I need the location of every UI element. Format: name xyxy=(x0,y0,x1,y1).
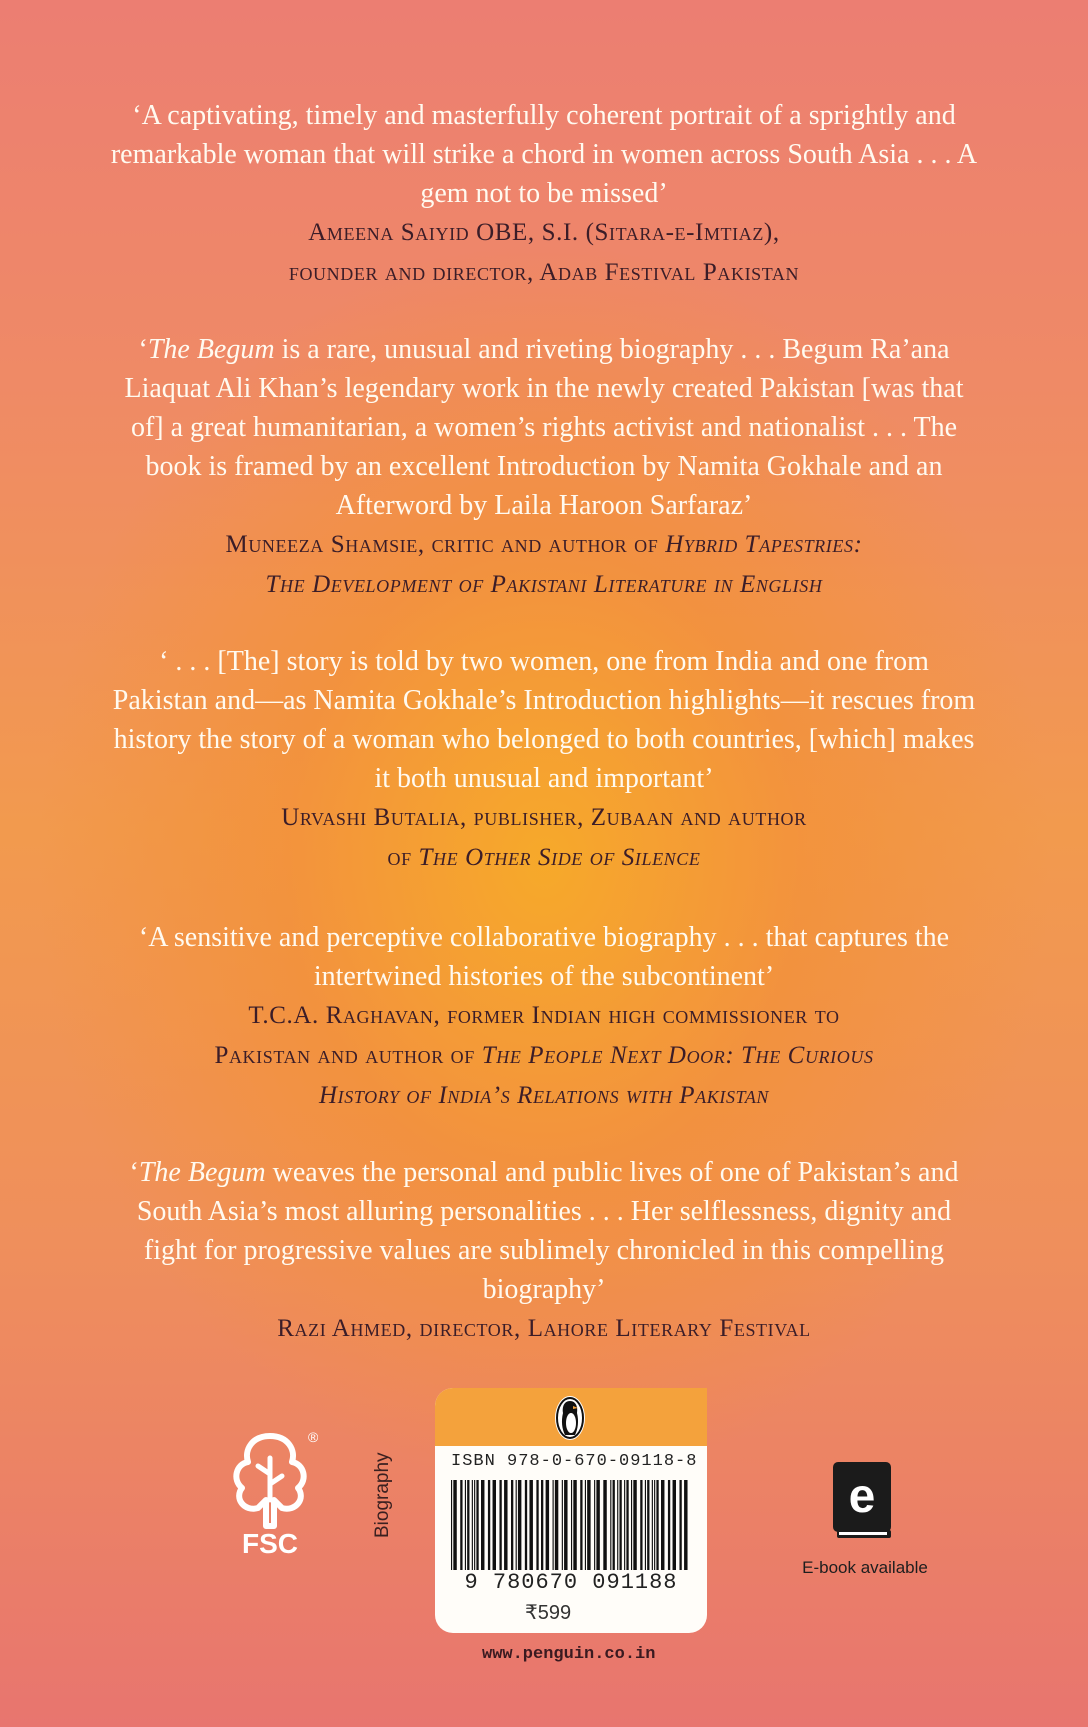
blurb-4 xyxy=(110,918,978,1116)
barcode-bar xyxy=(654,1480,655,1570)
barcode-bar xyxy=(465,1480,466,1570)
barcode-bar xyxy=(499,1480,501,1570)
blurb-1 xyxy=(110,96,978,293)
barcode-bar xyxy=(571,1480,572,1570)
barcode-bar xyxy=(645,1480,646,1570)
barcode-bar xyxy=(619,1480,621,1570)
blurb-attribution: Ameena Saiyid OBE, S.I. (Sitara-e-Imtiaz), founder and director, Adab Festival Pakistan xyxy=(288,219,800,286)
barcode-bar xyxy=(476,1480,478,1570)
ebook-icon xyxy=(831,1460,893,1542)
barcode-bar xyxy=(529,1480,532,1570)
barcode-bar xyxy=(631,1480,632,1570)
blurb-attribution: Razi Ahmed, director, Lahore Literary Festival xyxy=(277,1315,811,1342)
barcode-bar xyxy=(684,1480,687,1570)
barcode-bar xyxy=(493,1480,496,1570)
barcode-bar xyxy=(504,1480,507,1570)
blurb-attribution: Urvashi Butalia, publisher, Zubaan and author of The Other Side of Silence xyxy=(281,804,807,871)
barcode-bar xyxy=(580,1480,582,1570)
barcode-bar xyxy=(661,1480,664,1570)
barcode-bar xyxy=(541,1480,543,1570)
isbn-text: ISBN 978-0-670-09118-8 xyxy=(451,1452,698,1471)
blurb-quote: ‘The Begum weaves the personal and public lives of one of Pakistan’s and South Asia’s most alluring personalities . . . Her selflessness, dignity and fight for progressive values are sublimely chronicled in this compelling biography’ xyxy=(129,1157,959,1305)
barcode-bar xyxy=(673,1480,676,1570)
barcode-bar xyxy=(474,1480,475,1570)
penguin-logo-icon xyxy=(553,1393,587,1441)
barcode-bar xyxy=(467,1480,469,1570)
barcode-bar xyxy=(596,1480,599,1570)
barcode-bar xyxy=(546,1480,549,1570)
barcode-bar xyxy=(640,1480,642,1570)
barcode-bar xyxy=(679,1480,681,1570)
barcode-bar xyxy=(536,1480,538,1570)
publisher-website: www.penguin.co.in xyxy=(482,1645,656,1664)
barcode-bar xyxy=(488,1480,490,1570)
price: ₹599 xyxy=(525,1602,572,1624)
barcode-panel xyxy=(435,1388,707,1633)
barcode-bar xyxy=(511,1480,513,1570)
barcode-bar xyxy=(553,1480,554,1570)
barcode-bar xyxy=(603,1480,606,1570)
barcode-bar xyxy=(624,1480,625,1570)
barcode-bar xyxy=(633,1480,636,1570)
barcode-bar xyxy=(573,1480,576,1570)
barcode-bar xyxy=(594,1480,595,1570)
barcode-bar xyxy=(626,1480,628,1570)
barcode-bar xyxy=(617,1480,618,1570)
barcode xyxy=(451,1480,691,1570)
barcode-bar xyxy=(460,1480,462,1570)
barcode-bar xyxy=(472,1480,473,1570)
ebook-label: E-book available xyxy=(802,1558,928,1577)
barcode-bar xyxy=(613,1480,615,1570)
barcode-bar xyxy=(453,1480,456,1570)
barcode-bar xyxy=(652,1480,653,1570)
blurb-quote: ‘A sensitive and perceptive collaborative biography . . . that captures the intertwined histories of the subcontinent’ xyxy=(138,922,950,992)
ean-digits: 9 780670 091188 xyxy=(464,1570,678,1595)
blurb-attribution: T.C.A. Raghavan, former Indian high commissioner to Pakistan and author of The People Next Door: The Curious History of India’s Relations with Pakistan xyxy=(214,1002,874,1109)
blurb-quote: ‘A captivating, timely and masterfully coherent portrait of a sprightly and remarkable woman that will strike a chord in women across South Asia . . . A gem not to be missed’ xyxy=(110,100,978,209)
fsc-label: FSC xyxy=(242,1528,298,1559)
blurb-5 xyxy=(110,1153,978,1349)
ebook-letter: e xyxy=(848,1470,876,1523)
fsc-registered-mark: ® xyxy=(308,1429,318,1445)
barcode-bar xyxy=(587,1480,590,1570)
blurb-attribution: Muneeza Shamsie, critic and author of Hybrid Tapestries: The Development of Pakistani Literature in English xyxy=(225,531,863,598)
barcode-bar xyxy=(585,1480,586,1570)
barcode-bar xyxy=(481,1480,484,1570)
genre-label: Biography xyxy=(372,1452,393,1538)
barcode-bar xyxy=(516,1480,517,1570)
barcode-bar xyxy=(668,1480,670,1570)
barcode-bar xyxy=(562,1480,563,1570)
barcode-bar xyxy=(518,1480,521,1570)
barcode-bar xyxy=(451,1480,452,1570)
blurb-3 xyxy=(110,642,978,878)
blurb-quote: ‘ . . . [The] story is told by two women, one from India and one from Pakistan and—as Namita Gokhale’s Introduction highlights—it rescues from history the story of a woman who belonged to both countries, [which] makes it both unusual and important’ xyxy=(112,646,976,794)
fsc-tree-icon xyxy=(222,1428,318,1538)
barcode-bar xyxy=(647,1480,649,1570)
barcode-bar xyxy=(525,1480,527,1570)
barcode-bar xyxy=(610,1480,611,1570)
barcode-bar xyxy=(555,1480,558,1570)
barcode-bar xyxy=(564,1480,567,1570)
blurb-2 xyxy=(110,330,978,605)
blurb-quote: ‘The Begum is a rare, unusual and riveting biography . . . Begum Ra’ana Liaquat Ali Khan’s legendary work in the newly created Pakistan [was that of] a great humanitarian, a women’s rights activist and nationalist . . . The book is framed by an excellent Introduction by Namita Gokhale and an Afterword by Laila Haroon Sarfaraz’ xyxy=(124,334,964,521)
barcode-bar xyxy=(656,1480,658,1570)
